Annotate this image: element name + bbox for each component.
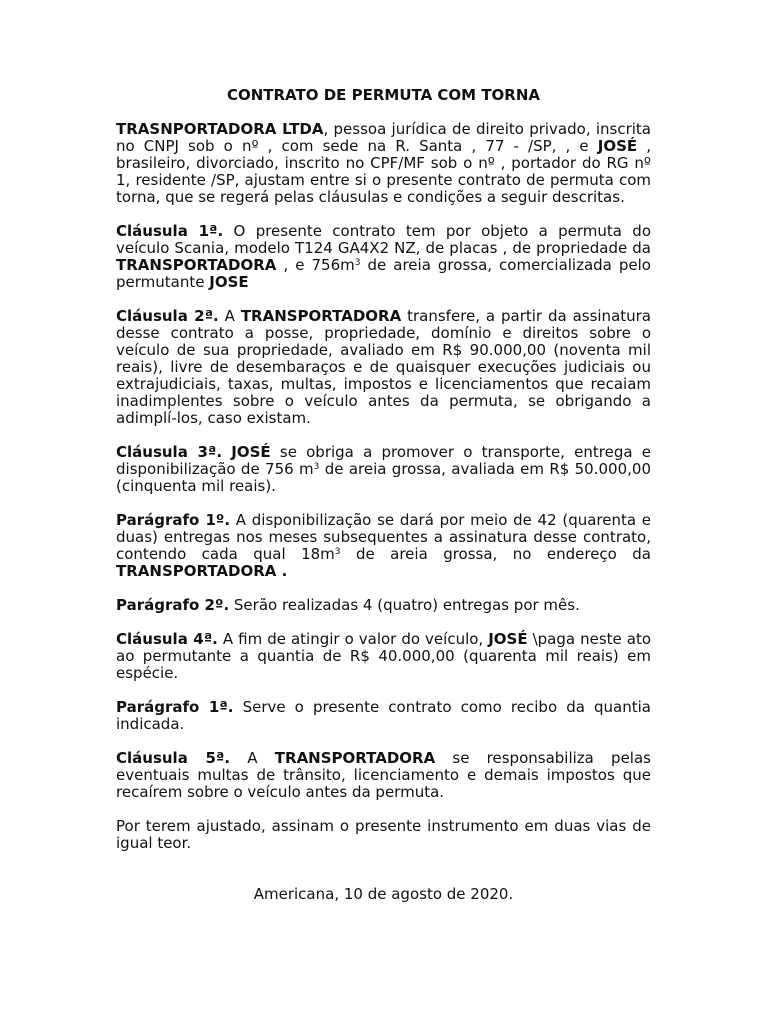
paragraph-1 [116, 512, 651, 580]
clause-2 [116, 308, 651, 427]
paragraph-1b-text: Serve o presente contrato como recibo da quantia indicada. [116, 698, 651, 733]
clause-3-superscript: 3 [313, 462, 320, 472]
clause-1-party-2: JOSE [209, 273, 249, 291]
clause-5-party: TRANSPORTADORA [274, 749, 436, 767]
clause-1-party-1: TRANSPORTADORA [116, 256, 277, 274]
clause-2-label: Cláusula 2ª. [116, 307, 219, 325]
clause-1-text-1: O presente contrato tem por objeto a permuta do veículo Scania, modelo T124 GA4X2 NZ, de placas , de propriedade da [116, 222, 651, 257]
paragraph-1-clause-4 [116, 699, 651, 733]
clause-4-party: JOSÉ [488, 630, 528, 648]
preamble-text-1: , pessoa jurídica de direito privado, inscrita no CNPJ sob o nº , com sede na R. Santa , 77 - /SP, , e [116, 120, 652, 155]
preamble-text-2: , brasileiro, divorciado, inscrito no CPF/MF sob o nº , portador do RG nº 1, residente /SP, ajustam entre si o presente contrato de permuta com torna, que se regerá pelas cláusulas e condições a seguir descritas. [116, 137, 651, 206]
company-name: TRASNPORTADORA LTDA [116, 120, 324, 138]
clause-5-text-1: A [230, 749, 275, 767]
clause-3-text-2: de areia grossa, avaliada em R$ 50.000,00 (cinquenta mil reais). [116, 460, 651, 495]
clause-2-party: TRANSPORTADORA [240, 307, 402, 325]
paragraph-1-party: TRANSPORTADORA . [116, 562, 288, 580]
paragraph-1-superscript: 3 [334, 547, 341, 557]
date-line: Americana, 10 de agosto de 2020. [253, 885, 514, 903]
clause-2-text-2: transfere, a partir da assinatura desse contrato a posse, propriedade, domínio e direitos sobre o veículo de sua propriedade, avaliado em R$ 90.000,00 (noventa mil reais), livre de desembaraços e de quaisquer execuções judiciais ou extrajudiciais, taxas, multas, impostos e licenciamentos que recaiam inadimplentes sobre o veículo antes da permuta, se obrigando a adimplí-los, caso existam. [116, 307, 652, 427]
clause-1-label: Cláusula 1ª. [116, 222, 224, 240]
clause-4-label: Cláusula 4ª. [116, 630, 218, 648]
clause-1-text-3: de areia grossa, comercializada pelo permutante [116, 256, 651, 291]
clause-1 [116, 223, 651, 291]
clause-4-text-1: A fim de atingir o valor do veículo, [217, 630, 489, 648]
closing-paragraph: Por terem ajustado, assinam o presente instrumento em duas vias de igual teor. [116, 817, 651, 852]
paragraph-2-text: Serão realizadas 4 (quatro) entregas por mês. [229, 596, 580, 614]
clause-3-party: JOSÉ [231, 443, 271, 461]
clause-5-label: Cláusula 5ª. [116, 749, 231, 767]
clause-2-text-1: A [218, 307, 241, 325]
document-title: CONTRATO DE PERMUTA COM TORNA [226, 86, 541, 104]
clause-4 [116, 631, 651, 682]
clause-5 [116, 750, 651, 801]
paragraph-1b-label: Parágrafo 1ª. [116, 698, 234, 716]
clause-3-text-1: se obriga a promover o transporte, entrega e disponibilização de 756 m [116, 443, 651, 478]
clause-3-space [222, 443, 231, 461]
paragraph-1-text-1: A disponibilização se dará por meio de 42 (quarenta e duas) entregas nos meses subsequentes a assinatura desse contrato, contendo cada qual 18m [116, 511, 652, 563]
clause-3 [116, 444, 651, 495]
clause-5-text-2: se responsabiliza pelas eventuais multas de trânsito, licenciamento e demais impostos que recaírem sobre o veículo antes da permuta. [116, 749, 651, 801]
preamble-paragraph [116, 121, 651, 206]
paragraph-2-label: Parágrafo 2º. [116, 596, 230, 614]
clause-1-text-2: , e 756m [276, 256, 355, 274]
contract-page [116, 87, 651, 903]
paragraph-2 [116, 597, 651, 614]
person-name: JOSÉ [597, 137, 638, 155]
clause-3-label: Cláusula 3ª. [116, 443, 223, 461]
paragraph-1-label: Parágrafo 1º. [116, 511, 231, 529]
clause-1-superscript: 3 [354, 258, 361, 268]
paragraph-1-text-2: de areia grossa, no endereço da [340, 545, 651, 563]
clause-4-text-2: \paga neste ato ao permutante a quantia de R$ 40.000,00 (quarenta mil reais) em espécie. [116, 630, 651, 682]
